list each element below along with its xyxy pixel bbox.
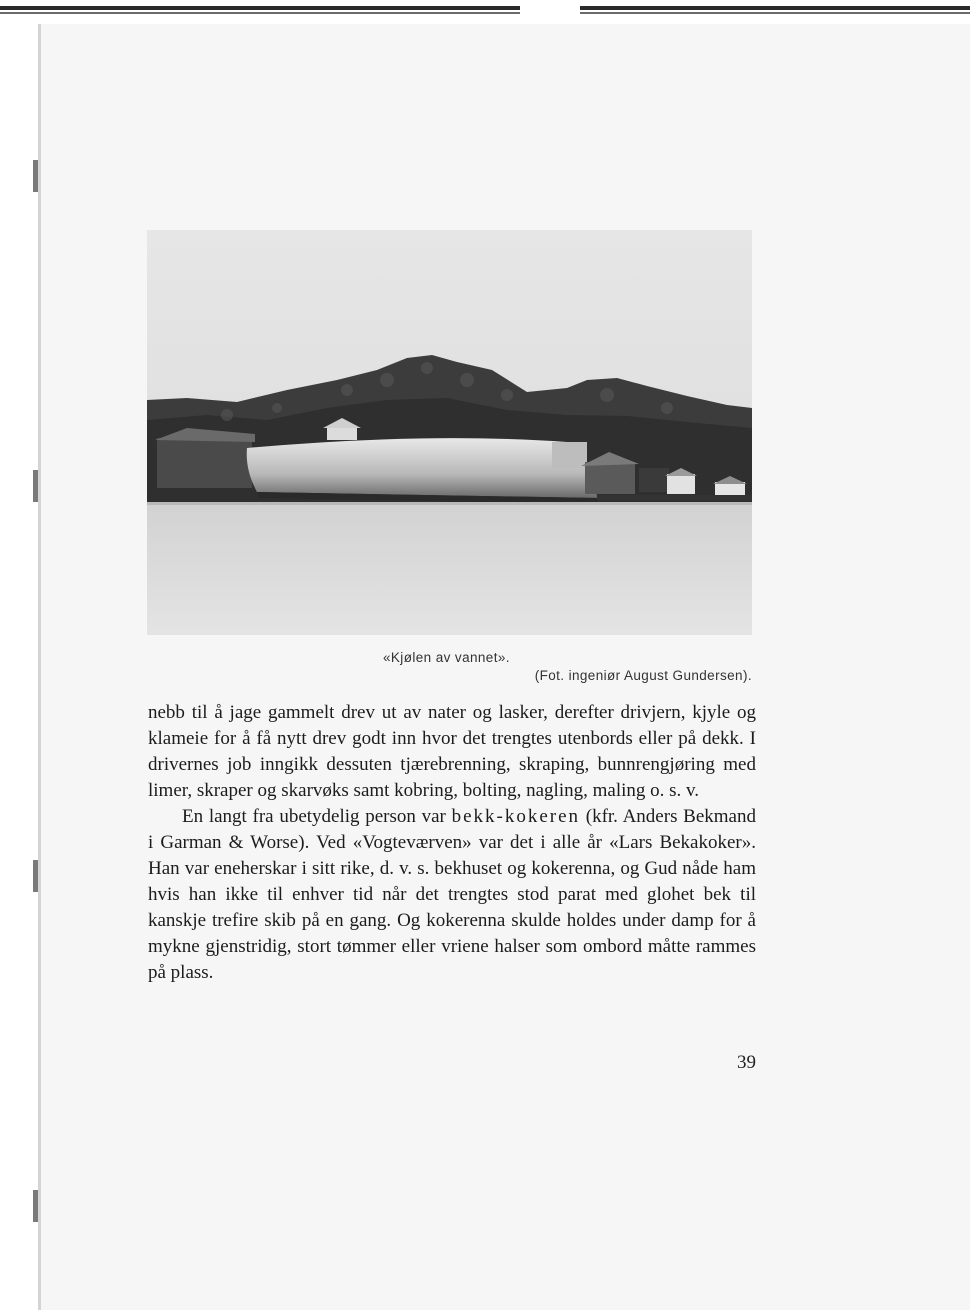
page-edge-mark [33,160,38,192]
paragraph: nebb til å jage gammelt drev ut av nater og lasker, derefter drivjern, kjyle og klameie for å få nytt drev godt inn hvor det trengtes utenbords eller på dekk. I drivernes job inngikk dessuten tjærebrenning, skraping, bunnrengjøring med limer, skraper og skarvøks samt kobring, bolting, nagling, maling o. s. v. [148,702,756,801]
book-page [38,24,970,1310]
page-number: 39 [737,1052,756,1073]
page-edge-mark [33,470,38,502]
photo-caption-credit: (Fot. ingeniør August Gundersen). [534,668,752,683]
emphasized-term: bekk-kokeren [451,806,581,827]
paragraph: En langt fra ubetydelig person var bekk-kokeren (kfr. Anders Bekmand i Garman & Worse). Ved «Vogteværven» var det i alle år «Lars Bekakoker». Han var eneherskar i sitt rike, d. v. s. bekhuset og kokerenna, og Gud nåde ham hvis han ikke til enhver tid når det trengtes stod parat med glohet bek til kanskje trefire skib på en gang. Og kokerenna skulde holdes under damp for å mykne gjenstridig, stort tømmer eller vriene halser som ombord måtte rammes på plass. [148,806,756,983]
page-edge-mark [33,1190,38,1222]
body-text [148,700,756,986]
photo-capsized-ship [147,230,752,635]
page-edge-mark [33,860,38,892]
photo-caption-title: «Kjølen av vannet». [383,650,510,665]
scan-top-edge [0,0,970,18]
